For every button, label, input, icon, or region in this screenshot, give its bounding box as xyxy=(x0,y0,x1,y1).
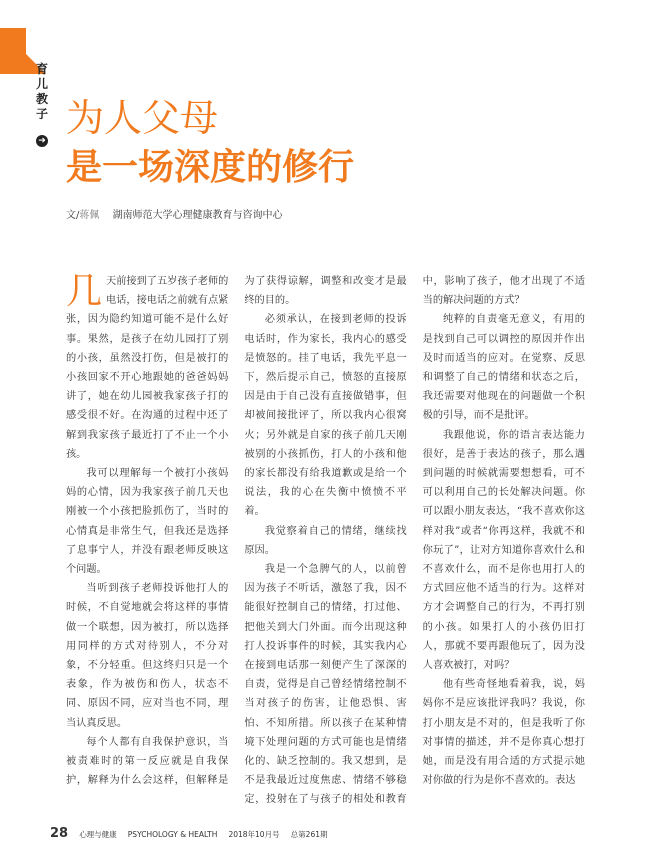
article-paragraph: 每个人都有自我保护意识，当被责难时的第一反应就是自我保护，解释为什么会这样，但解释是为了获得谅解，调整和改变才是最终的目的。 xyxy=(66,276,407,787)
article-paragraph: 我是一个急脾气的人，以前曾因为孩子不听话，激怒了我，因不能很好控制自己的情绪，打过他、把他关到大门外面。而今出现这种打人投诉事件的时候，其实我内心在接到电话那一刻便产生了深深的自责，觉得是自己曾经情绪控制不当对孩子的伤害，让他恐惧、害怕、不知所措。所以孩子在某种情境下处理问题的方式可能也是情绪化的、缺乏控制的。我又想到，是不是我最近过度焦虑、情绪不够稳定，投射在了与孩子的相处和教育中，影响了孩子，他才出现了不适当的解决问题的方式？ xyxy=(244,276,585,806)
byline-label: 文/ xyxy=(66,210,80,221)
article-paragraph: 我可以理解每一个被打小孩妈妈的心情，因为我家孩子前几天也刚被一个小孩把脸抓伤了，当时的心情真是非常生气，但我还是选择了息事宁人，并没有跟老师反映这个问题。 xyxy=(66,468,229,576)
article-paragraph: 我跟他说，你的语言表达能力很好，是善于表达的孩子，那么遇到问题的时候就需要想想看，可不可以利用自己的长处解决问题。你可以跟小朋友表达，“我不喜欢你这样对我”或者“你再这样，我就不和你玩了”，让对方知道你喜欢什么和不喜欢什么，而不是你也用打人的方式回应他不适当的行为。这样对方才会调整自己的行为，不再打别的小孩。如果打人的小孩仍旧打人，那就不要再跟他玩了，因为没人喜欢被打，对吗？ xyxy=(422,429,585,672)
article-title-line1: 为人父母 xyxy=(66,96,219,140)
article-paragraph: 当听到孩子老师投诉他打人的时候，不自觉地就会将这样的事情做一个联想，因为被打，所以选择用同样的方式对待别人，不分对象，不分轻重。但这终归只是一个表象，作为被伤和伤人，状态不同、原因不同，应对当也不同，理当认真反思。 xyxy=(66,583,229,729)
magazine-name: 心理与健康 xyxy=(79,830,117,839)
section-corner-block xyxy=(0,28,26,74)
article-paragraph: 他有些奇怪地看着我，说，妈妈你不是应该批评我吗？我说，你打小朋友是不对的，但是我听了你对事情的描述，并不是你真心想打她，而是没有用合适的方式提示她对你做的行为是你不喜欢的。表达 xyxy=(422,679,585,787)
drop-cap: 几 xyxy=(66,271,103,312)
article-paragraph: 几天前接到了五岁孩子老师的电话，接电话之前就有点紧张，因为隐约知道可能不是什么好事。果然，是孩子在幼儿园打了别的小孩，虽然没打伤，但是被打的小孩回家不开心地跟她的爸爸妈妈讲了，她在幼儿园被我家孩子打的感受很不好。在沟通的过程中还了解到我家孩子最近打了不止一个小孩。 xyxy=(66,271,229,460)
article-paragraph: 必须承认，在接到老师的投诉电话时，作为家长，我内心的感受是愤怒的。挂了电话，我先平息一下，然后提示自己，愤怒的直接原因是由于自己没有直接做错事，但却被间接批评了，所以我内心很窝火；另外就是自家的孩子前几天刚被别的小孩抓伤，打人的小孩和他的家长都没有给我道歉或是给一个说法，我的心在失衡中愤愤不平着。 xyxy=(244,314,407,518)
section-label: 育儿教子 xyxy=(36,62,49,121)
total-issue: 总第261期 xyxy=(290,830,328,839)
byline xyxy=(66,206,283,221)
article-paragraph: 纯粹的自责毫无意义，有用的是找到自己可以调控的原因并作出及时而适当的应对。在觉察、反思和调整了自己的情绪和状态之后，我还需要对他现在的问题做一个积极的引导，而不是批评。 xyxy=(422,314,585,422)
arrow-right-icon: ➜ xyxy=(36,135,48,147)
article-body xyxy=(66,272,585,812)
byline-organization: 湖南师范大学心理健康教育与咨询中心 xyxy=(112,210,283,221)
page-number: 28 xyxy=(50,826,69,841)
magazine-name-en: PSYCHOLOGY & HEALTH xyxy=(127,830,218,839)
page-footer xyxy=(50,822,334,841)
article-paragraph: 我觉察着自己的情绪，继续找原因。 xyxy=(244,525,407,556)
issue-date: 2018年10月号 xyxy=(228,830,280,839)
byline-author: 蒋佩 xyxy=(79,210,100,221)
article-title-line2: 是一场深度的修行 xyxy=(66,146,355,188)
